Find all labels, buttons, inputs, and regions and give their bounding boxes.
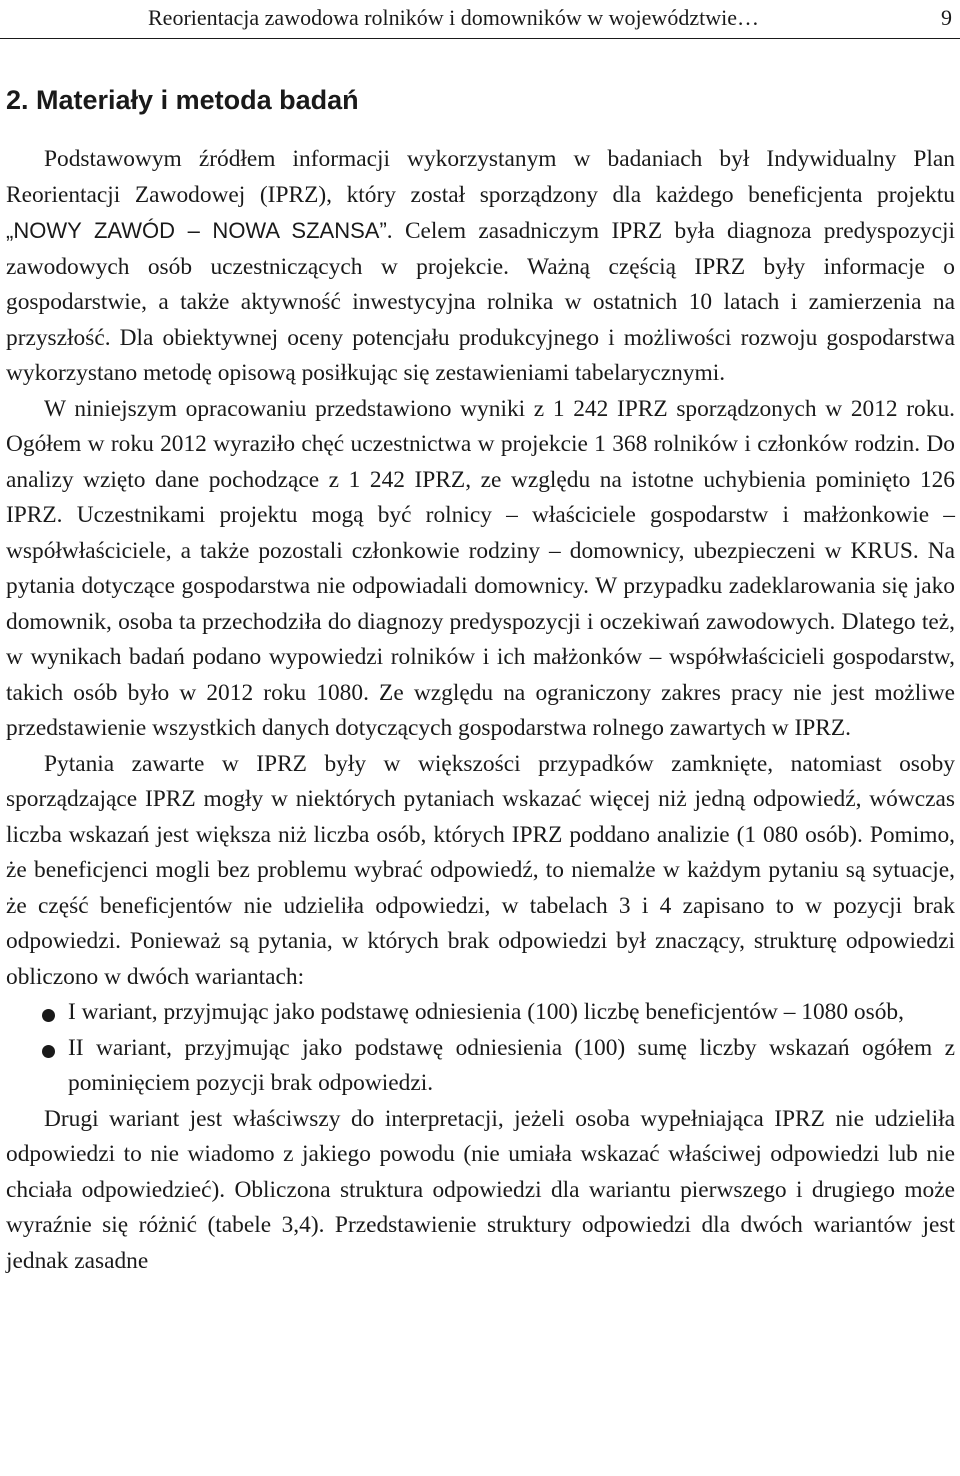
paragraph-1-part-c: . Celem zasadniczym IPRZ była diagnoza predyspozycji zawodowych osób uczestniczących w projekcie. Ważną częścią IPRZ były informacje o gospodarstwie, a także aktywność inwestycyjna rolnika w ostatnich 10 latach i zamierzenia na przyszłość. Dla obiektywnej oceny potencjału produkcyjnego i możliwości rozwoju gospodarstwa wykorzystano metodę opisową posiłkując się zestawieniami tabelarycznymi. <box>6 218 956 386</box>
list-item <box>6 995 955 1031</box>
list-item-text: II wariant, przyjmując jako podstawę odniesienia (100) sumę liczby wskazań ogółem z pominięciem pozycji brak odpowiedzi. <box>68 1034 955 1096</box>
bullet-icon <box>42 1045 55 1058</box>
list-item <box>6 1031 955 1102</box>
paragraph-2: W niniejszym opracowaniu przedstawiono wyniki z 1 242 IPRZ sporządzonych w 2012 roku. Ogółem w roku 2012 wyraziło chęć uczestnictwa w projekcie 1 368 rolników i członków rodzin. Do analizy wzięto dane pochodzące z 1 242 IPRZ, ze względu na istotne uchybienia pominięto 126 IPRZ. Uczestnikami projektu mogą być rolnicy – właściciele gospodarstw i małżonkowie – współwłaściciele, a także pozostali członkowie rodziny – domownicy, ubezpieczeni w KRUS. Na pytania dotyczące gospodarstwa nie odpowiadali domownicy. W przypadku zadeklarowania się jako domownik, osoba ta przechodziła do diagnozy predyspozycji i oczekiwań zawodowych. Dlatego też, w wynikach badań podano wypowiedzi rolników i ich małżonków – współwłaścicieli gospodarstw, takich osób było w 2012 roku 1080. Ze względu na ograniczony zakres pracy nie jest możliwe przedstawienie wszystkich danych dotyczących gospodarstwa rolnego zawartych w IPRZ. <box>6 395 955 741</box>
variant-list <box>6 995 955 1102</box>
body-text <box>6 142 955 1279</box>
running-title: Reorientacja zawodowa rolników i domowników w województwie… <box>148 5 759 30</box>
paragraph-1-part-a: Podstawowym źródłem informacji wykorzystanym w badaniach był Indywidualny Plan Reorientacji Zawodowej (IPRZ), który został sporządzony dla każdego beneficjenta projektu <box>6 146 955 208</box>
list-item-text: I wariant, przyjmując jako podstawę odniesienia (100) liczbę beneficjentów – 1080 osób, <box>68 999 904 1025</box>
page-header <box>0 0 960 42</box>
paragraph-1 <box>6 142 955 392</box>
paragraph-4: Drugi wariant jest właściwszy do interpretacji, jeżeli osoba wypełniająca IPRZ nie udzieliła odpowiedzi to nie wiadomo z jakiego powodu (nie umiała wskazać właściwej odpowiedzi lub nie chciała odpowiedzieć). Obliczona struktura odpowiedzi dla wariantu pierwszego i drugiego może wyraźnie się różnić (tabele 3,4). Przedstawienie struktury odpowiedzi dla dwóch wariantów jest jednak zasadne <box>6 1105 955 1274</box>
paragraph-3: Pytania zawarte w IPRZ były w większości przypadków zamknięte, natomiast osoby sporządzające IPRZ mogły w niektórych pytaniach wskazać więcej niż jedną odpowiedź, wówczas liczba wskazań jest większa niż liczba osób, których IPRZ poddano analizie (1 080 osób). Pomimo, że beneficjenci mogli bez problemu wybrać odpowiedź, to niemalże w każdym pytaniu są sytuacje, że część beneficjentów nie udzieliła odpowiedzi, w tabelach 3 i 4 zapisano to w pozycji brak odpowiedzi. Ponieważ są pytania, w których brak odpowiedzi był znaczący, strukturę odpowiedzi obliczono w dwóch wariantach: <box>6 750 955 990</box>
header-rule <box>0 38 960 39</box>
page-number: 9 <box>941 5 952 30</box>
project-name: „NOWY ZAWÓD – NOWA SZANSA” <box>6 218 387 243</box>
section-heading: 2. Materiały i metoda badań <box>6 85 359 115</box>
bullet-icon <box>42 1009 55 1022</box>
